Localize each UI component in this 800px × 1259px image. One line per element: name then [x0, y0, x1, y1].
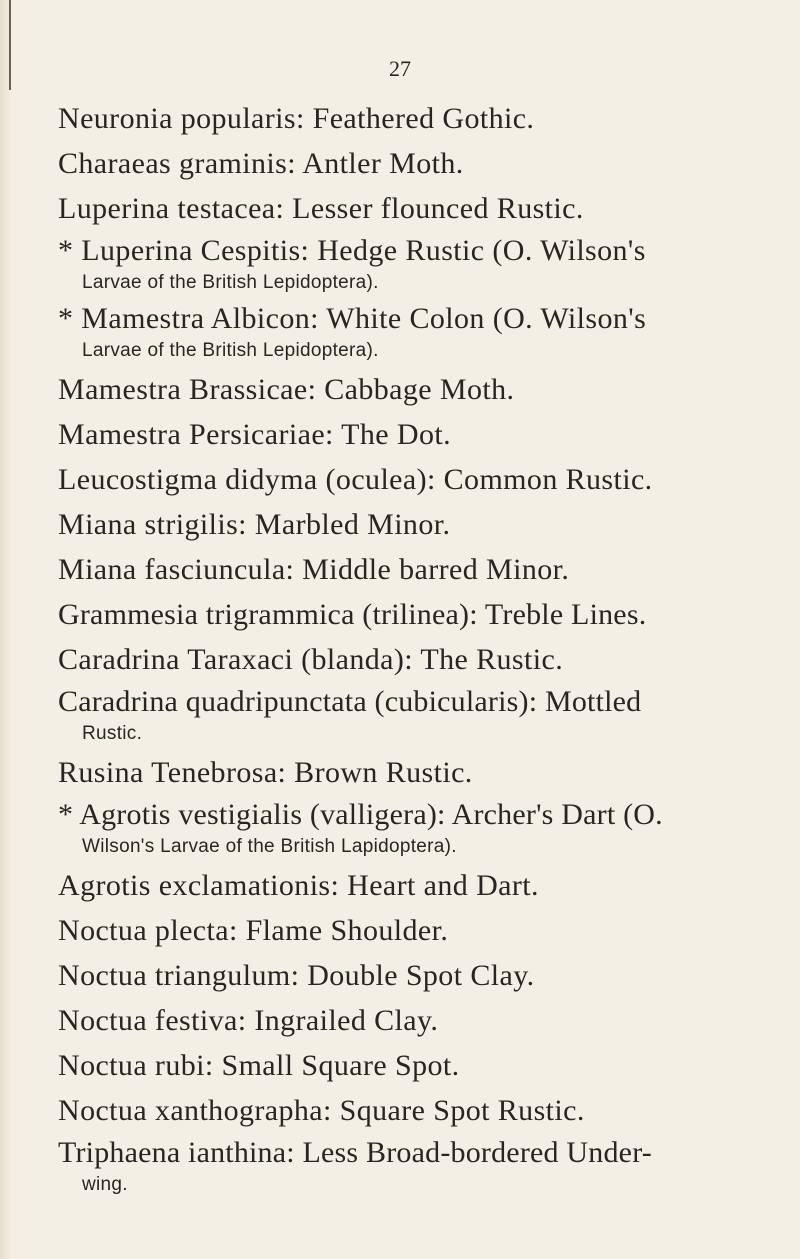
entry-text: Noctua xanthographa: Square Spot Rustic.	[58, 1094, 585, 1127]
list-item	[58, 141, 748, 186]
list-item	[58, 547, 748, 592]
entry-continuation: Wilson's Larvae of the British Lapidoptera).	[82, 836, 457, 857]
entry-text: Noctua rubi: Small Square Spot.	[58, 1049, 460, 1082]
list-item	[58, 186, 748, 231]
list-item	[58, 998, 748, 1043]
list-item	[58, 750, 748, 795]
entry-text: Triphaena ianthina: Less Broad-bordered Under-	[58, 1136, 652, 1169]
entry-text: Leucostigma didyma (oculea): Common Rustic.	[58, 463, 653, 496]
list-item	[58, 502, 748, 547]
entry-text: * Luperina Cespitis: Hedge Rustic (O. Wilson's	[58, 234, 646, 267]
entry-text: Charaeas graminis: Antler Moth.	[58, 147, 464, 180]
entry-text: Agrotis exclamationis: Heart and Dart.	[58, 869, 539, 902]
entry-text: Caradrina quadripunctata (cubicularis): Mottled	[58, 685, 642, 718]
entry-list	[58, 96, 748, 1201]
entry-continuation: Larvae of the British Lepidoptera).	[82, 272, 379, 293]
entry-text: Noctua triangulum: Double Spot Clay.	[58, 959, 535, 992]
entry-text: Caradrina Taraxaci (blanda): The Rustic.	[58, 643, 564, 676]
entry-text: Rusina Tenebrosa: Brown Rustic.	[58, 756, 473, 789]
entry-text: Luperina testacea: Lesser flounced Rustic.	[58, 192, 584, 225]
list-item	[58, 908, 748, 953]
entry-continuation: Rustic.	[82, 723, 143, 744]
list-item	[58, 1133, 748, 1197]
list-item	[58, 1043, 748, 1088]
entry-continuation: Larvae of the British Lepidoptera).	[82, 340, 379, 361]
list-item	[58, 795, 748, 859]
list-item	[58, 637, 748, 682]
list-item	[58, 953, 748, 998]
entry-text: Miana strigilis: Marbled Minor.	[58, 508, 451, 541]
page-left-edge	[0, 0, 12, 1259]
entry-text: Miana fasciuncula: Middle barred Minor.	[58, 553, 570, 586]
list-item	[58, 231, 748, 295]
list-item	[58, 96, 748, 141]
list-item	[58, 457, 748, 502]
entry-text: Mamestra Brassicae: Cabbage Moth.	[58, 373, 515, 406]
list-item	[58, 863, 748, 908]
list-item	[58, 367, 748, 412]
list-item	[58, 1088, 748, 1133]
entry-text: Mamestra Persicariae: The Dot.	[58, 418, 451, 451]
page-number: 27	[389, 56, 411, 81]
entry-text: * Agrotis vestigialis (valligera): Archer's Dart (O.	[58, 798, 663, 831]
list-item	[58, 592, 748, 637]
entry-text: Noctua plecta: Flame Shoulder.	[58, 914, 449, 947]
entry-text: * Mamestra Albicon: White Colon (O. Wilson's	[58, 302, 647, 335]
list-item	[58, 412, 748, 457]
entry-text: Neuronia popularis: Feathered Gothic.	[58, 102, 535, 135]
entry-text: Grammesia trigrammica (trilinea): Treble Lines.	[58, 598, 647, 631]
list-item	[58, 299, 748, 363]
entry-continuation: wing.	[82, 1174, 128, 1195]
list-item	[58, 682, 748, 746]
entry-text: Noctua festiva: Ingrailed Clay.	[58, 1004, 439, 1037]
